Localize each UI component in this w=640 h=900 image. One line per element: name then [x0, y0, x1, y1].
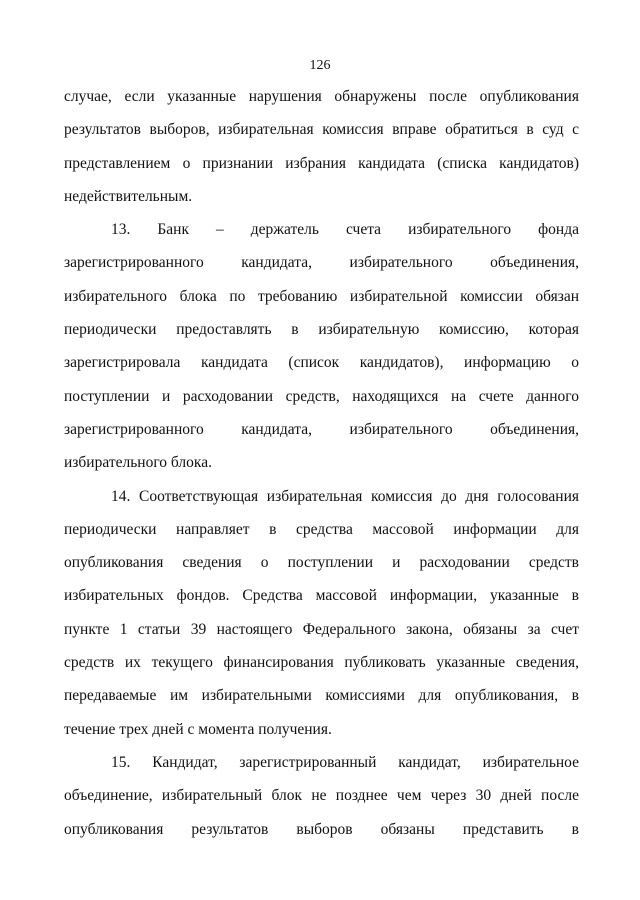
text-line: течение трех дней с момента получения.: [64, 720, 332, 738]
text-line: периодически направляет в средства массовой информации для: [64, 520, 579, 538]
text-line: 15. Кандидат, зарегистрированный кандидат, избирательное: [111, 753, 579, 771]
paragraph-item-15: [64, 746, 579, 846]
text-line: избирательного блока по требованию избирательной комиссии обязан: [64, 287, 579, 305]
page-number: 126: [309, 58, 331, 73]
text-line: средств их текущего финансирования публиковать указанные сведения,: [64, 654, 579, 672]
text-line: представлением о признании избрания кандидата (списка кандидатов): [64, 154, 579, 172]
text-line: результатов выборов, избирательная комиссия вправе обратиться в суд с: [64, 121, 579, 139]
text-line: поступлении и расходовании средств, находящихся на счете данного: [64, 387, 579, 405]
text-line: опубликования результатов выборов обязаны представить в: [64, 820, 579, 838]
text-line: зарегистрировала кандидата (список кандидатов), информацию о: [64, 354, 579, 372]
text-line: периодически предоставлять в избирательную комиссию, которая: [64, 321, 579, 339]
text-line: 13. Банк – держатель счета избирательного фонда: [111, 221, 579, 239]
text-line: объединение, избирательный блок не позднее чем через 30 дней после: [64, 787, 579, 805]
text-line: 14. Соответствующая избирательная комиссия до дня голосования: [111, 487, 579, 505]
paragraph-item-14: [64, 480, 579, 746]
paragraph-continuation: [64, 80, 579, 213]
text-line: избирательного блока.: [64, 454, 212, 472]
text-line: зарегистрированного кандидата, избирательного объединения,: [64, 254, 579, 272]
paragraph-item-13: [64, 213, 579, 479]
text-line: передаваемые им избирательными комиссиями для опубликования, в: [64, 687, 579, 705]
text-line: пункте 1 статьи 39 настоящего Федерального закона, обязаны за счет: [64, 620, 579, 638]
document-body: [64, 80, 579, 846]
text-line: случае, если указанные нарушения обнаружены после опубликования: [64, 88, 579, 105]
text-line: зарегистрированного кандидата, избирательного объединения,: [64, 420, 579, 438]
text-line: опубликования сведения о поступлении и расходовании средств: [64, 554, 579, 572]
text-line: избирательных фондов. Средства массовой информации, указанные в: [64, 587, 579, 605]
text-line: недействительным.: [64, 187, 193, 205]
